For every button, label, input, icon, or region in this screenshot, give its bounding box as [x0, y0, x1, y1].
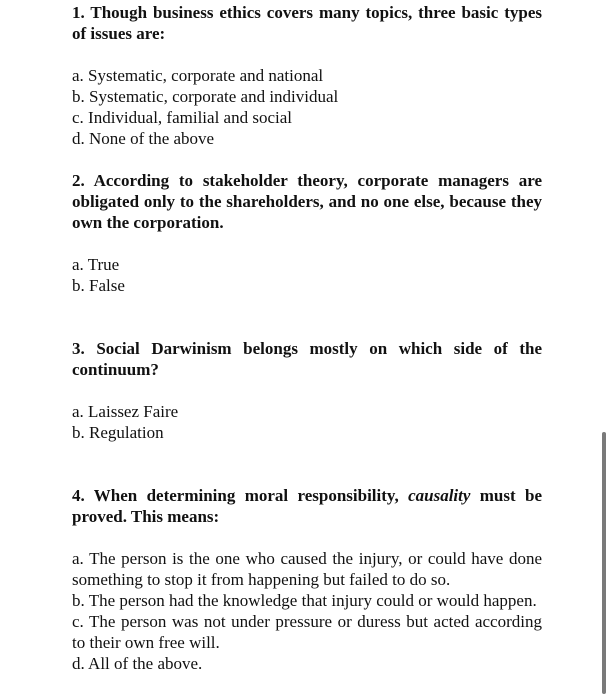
question-3-options: [72, 401, 542, 443]
question-1-options: [72, 65, 542, 149]
question-3: [72, 338, 542, 443]
question-4-number: 4.: [72, 486, 85, 505]
question-3-prompt: Social Darwinism belongs mostly on which side of the continuum?: [72, 339, 543, 379]
question-2-number: 2.: [72, 171, 85, 190]
question-4-options: [72, 548, 542, 674]
question-3-text: [72, 338, 542, 380]
question-4-prompt-after: must be proved. This means:: [72, 486, 542, 526]
question-2-option-b: b. False: [72, 276, 125, 295]
question-3-option-a: a. Laissez Faire: [72, 402, 179, 421]
question-2-options: [72, 254, 542, 296]
question-3-number: 3.: [72, 339, 85, 358]
question-4: [72, 485, 542, 674]
question-1-option-c: c. Individual, familial and social: [72, 108, 292, 127]
question-4-prompt-before: When determining moral responsibility,: [93, 486, 399, 505]
vertical-scrollbar[interactable]: [602, 432, 606, 694]
question-1-number: 1.: [72, 3, 85, 22]
question-3-option-b: b. Regulation: [72, 423, 164, 442]
question-2-prompt: According to stakeholder theory, corporate managers are obligated only to the shareholders, and no one else, because they own the corporation.: [72, 171, 542, 232]
question-4-option-d: d. All of the above.: [72, 654, 203, 673]
question-1: [72, 2, 542, 149]
question-4-option-a: a. The person is the one who caused the injury, or could have done something to stop it from happening but failed to do so.: [72, 549, 542, 589]
question-2-text: [72, 170, 542, 233]
question-4-text: [72, 485, 542, 527]
question-1-option-a: a. Systematic, corporate and national: [72, 66, 324, 85]
question-2: [72, 170, 542, 296]
question-2-option-a: a. True: [72, 255, 120, 274]
question-1-prompt: Though business ethics covers many topics, three basic types of issues are:: [72, 3, 543, 43]
question-1-text: [72, 2, 542, 44]
question-4-option-c: c. The person was not under pressure or duress but acted according to their own free will.: [72, 612, 542, 652]
question-1-option-d: d. None of the above: [72, 129, 215, 148]
question-4-option-b: b. The person had the knowledge that injury could or would happen.: [72, 591, 537, 610]
question-1-option-b: b. Systematic, corporate and individual: [72, 87, 339, 106]
question-4-prompt-italic: causality: [408, 486, 471, 505]
